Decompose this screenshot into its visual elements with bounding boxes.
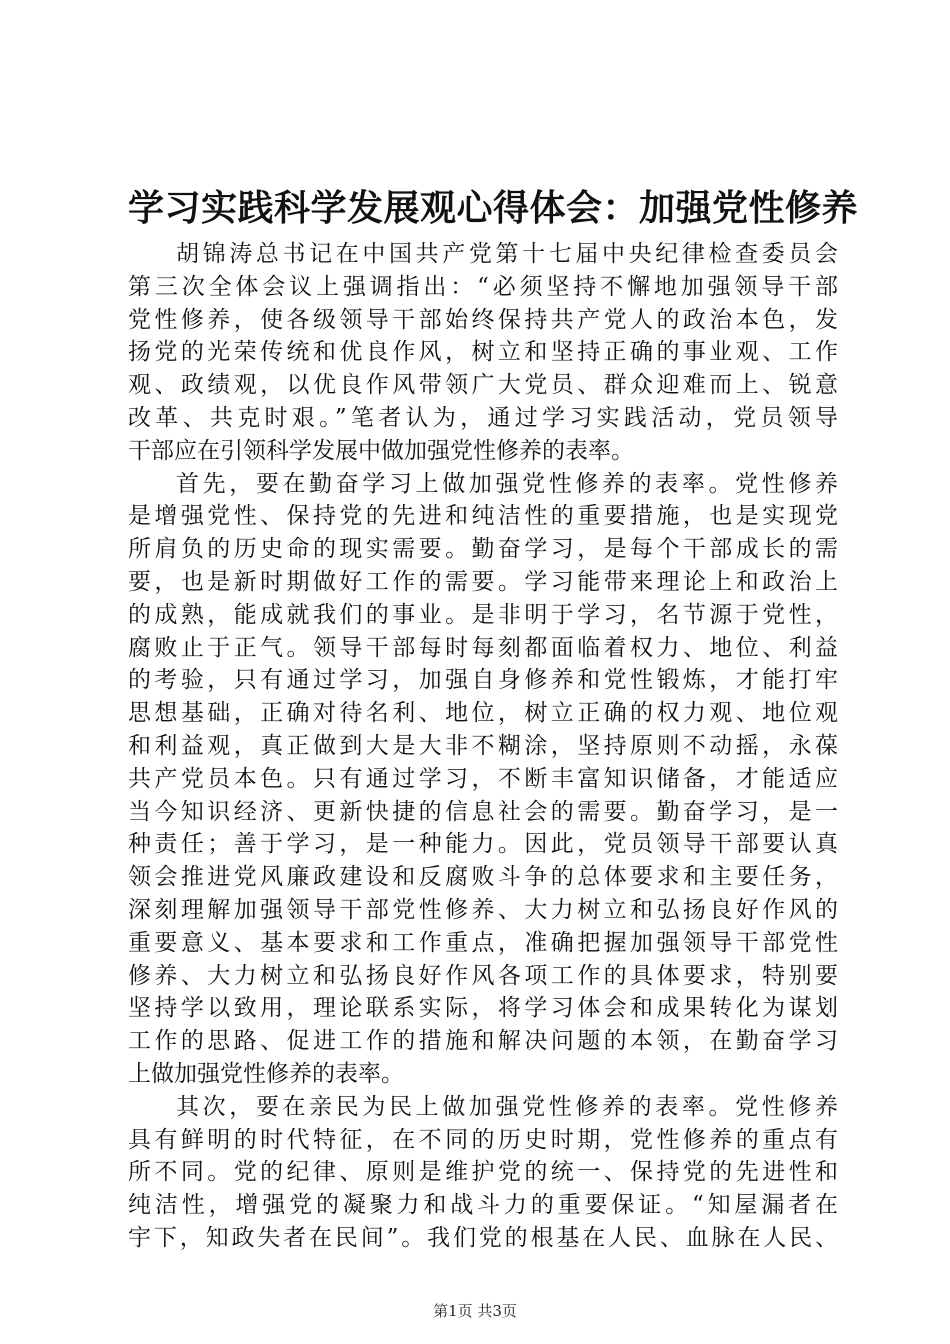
paragraph-line: 工作的思路、促进工作的措施和解决问题的本领，在勤奋学习 <box>128 1028 838 1055</box>
paragraph-line: 其次，要在亲民为民上做加强党性修养的表率。党性修养 <box>176 1093 838 1120</box>
paragraph-line: 改革、共克时艰。”笔者认为，通过学习实践活动，党员领导 <box>128 404 838 431</box>
paragraph-line: 共产党员本色。只有通过学习，不断丰富知识储备，才能适应 <box>128 765 838 792</box>
document-body <box>128 238 838 1255</box>
paragraph-line: 深刻理解加强领导干部党性修养、大力树立和弘扬良好作风的 <box>128 896 838 923</box>
paragraph-line: 具有鲜明的时代特征，在不同的历史时期，党性修养的重点有 <box>128 1126 838 1153</box>
paragraph <box>128 1091 838 1255</box>
paragraph-line: 胡锦涛总书记在中国共产党第十七届中央纪律检查委员会 <box>176 241 838 267</box>
paragraph-line: 思想基础，正确对待名利、地位，树立正确的权力观、地位观 <box>128 700 838 727</box>
paragraph-line: 腐败止于正气。领导干部每时每刻都面临着权力、地位、利益 <box>128 634 838 661</box>
paragraph-line: 要，也是新时期做好工作的需要。学习能带来理论上和政治上 <box>128 568 838 595</box>
paragraph <box>128 238 838 468</box>
paragraph-line: 重要意义、基本要求和工作重点，准确把握加强领导干部党性 <box>128 929 838 956</box>
paragraph-line: 观、政绩观，以优良作风带领广大党员、群众迎难而上、锐意 <box>128 372 838 399</box>
paragraph-line: 党性修养，使各级领导干部始终保持共产党人的政治本色，发 <box>128 306 838 333</box>
paragraph-line: 上做加强党性修养的表率。 <box>128 1060 404 1087</box>
paragraph-line: 干部应在引领科学发展中做加强党性修养的表率。 <box>128 437 634 464</box>
paragraph <box>128 468 838 1091</box>
paragraph-line: 领会推进党风廉政建设和反腐败斗争的总体要求和主要任务， <box>128 864 838 891</box>
paragraph-line: 修养、大力树立和弘扬良好作风各项工作的具体要求，特别要 <box>128 962 838 989</box>
paragraph-line: 所不同。党的纪律、原则是维护党的统一、保持党的先进性和 <box>128 1159 838 1186</box>
paragraph-line: 纯洁性，增强党的凝聚力和战斗力的重要保证。“知屋漏者在 <box>128 1192 838 1219</box>
paragraph-line: 的考验，只有通过学习，加强自身修养和党性锻炼，才能打牢 <box>128 667 838 694</box>
paragraph-line: 的成熟，能成就我们的事业。是非明于学习，名节源于党性， <box>128 601 838 628</box>
paragraph-line: 是增强党性、保持党的先进和纯洁性的重要措施，也是实现党 <box>128 503 838 530</box>
paragraph-line: 第三次全体会议上强调指出：“必须坚持不懈地加强领导干部 <box>128 273 838 300</box>
paragraph-line: 所肩负的历史命的现实需要。勤奋学习，是每个干部成长的需 <box>128 536 838 563</box>
paragraph-line: 和利益观，真正做到大是大非不糊涂，坚持原则不动摇，永葆 <box>128 732 838 759</box>
paragraph-line: 种责任；善于学习，是一种能力。因此，党员领导干部要认真 <box>128 831 838 858</box>
paragraph-line: 当今知识经济、更新快捷的信息社会的需要。勤奋学习，是一 <box>128 798 838 825</box>
document-title: 学习实践科学发展观心得体会：加强党性修养 <box>128 187 859 229</box>
paragraph-line: 首先，要在勤奋学习上做加强党性修养的表率。党性修养 <box>176 470 838 497</box>
paragraph-line: 扬党的光荣传统和优良作风，树立和坚持正确的事业观、工作 <box>128 339 838 366</box>
page-footer: 第1页 共3页 <box>433 1302 517 1320</box>
paragraph-line: 坚持学以致用，理论联系实际，将学习体会和成果转化为谋划 <box>128 995 838 1022</box>
paragraph-line: 宇下，知政失者在民间”。我们党的根基在人民、血脉在人民、 <box>128 1224 838 1251</box>
